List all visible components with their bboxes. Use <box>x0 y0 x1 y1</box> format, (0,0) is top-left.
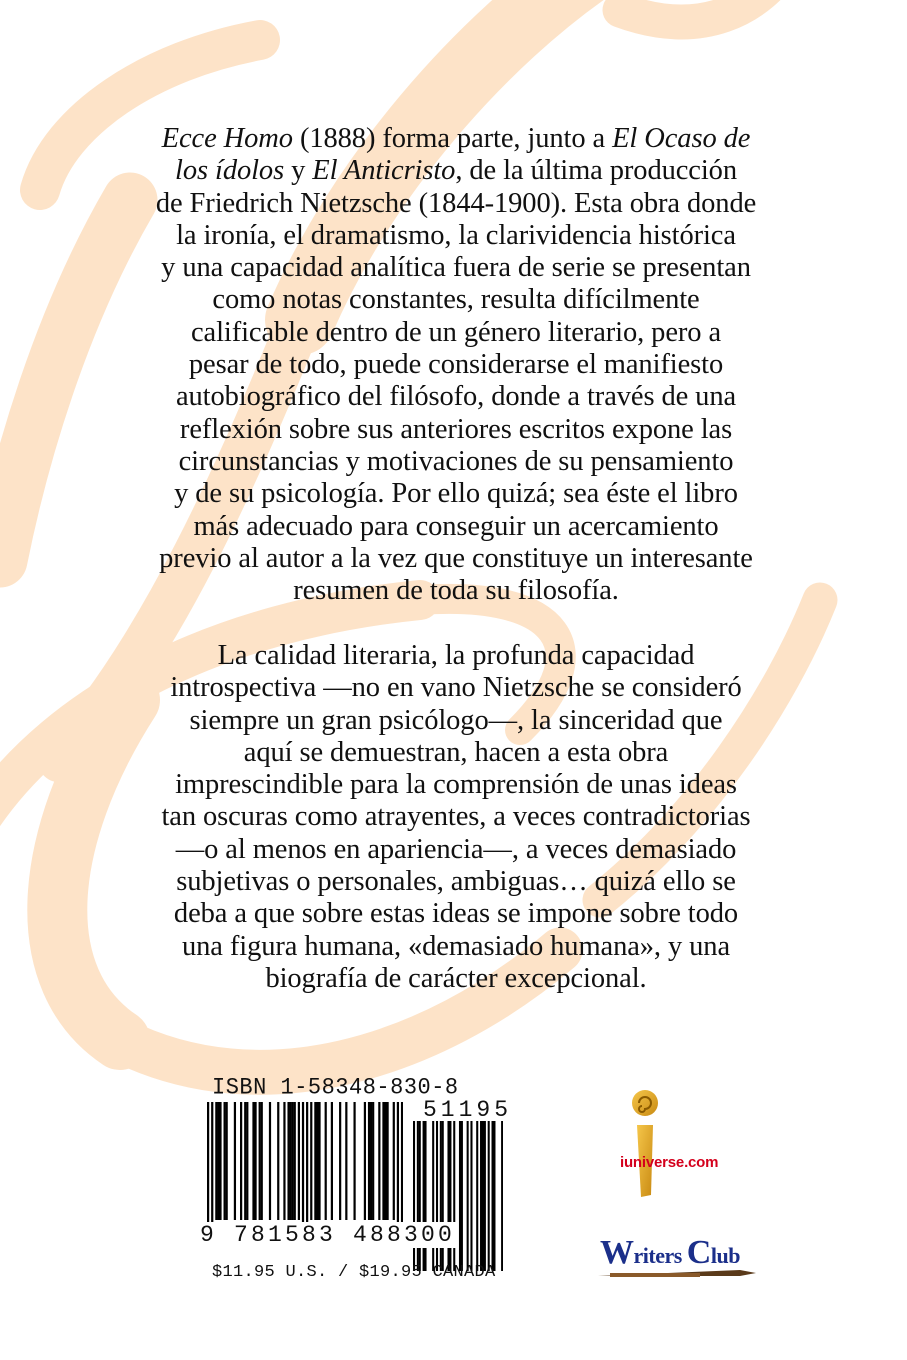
barcode-bar <box>277 1102 279 1220</box>
barcode-bar <box>226 1102 228 1220</box>
text-segment: autobiográfico del filósofo, donde a través de una <box>175 381 737 413</box>
text-line <box>118 963 794 995</box>
barcode-bar <box>372 1102 374 1220</box>
barcode-bar <box>287 1102 289 1220</box>
barcode-bar <box>378 1102 380 1220</box>
addon-bar <box>442 1121 444 1271</box>
addon-bar <box>492 1121 494 1271</box>
text-line <box>118 284 794 316</box>
text-line <box>118 478 794 510</box>
text-line <box>118 543 794 575</box>
barcode-bar <box>310 1102 312 1220</box>
barcode-bar <box>339 1102 341 1220</box>
text-segment: —o al menos en apariencia—, a veces demasiado <box>175 833 737 865</box>
text-line <box>118 188 794 220</box>
text-line <box>118 672 794 704</box>
text-segment: de Friedrich Nietzsche (1844-1900). Esta obra donde <box>155 187 757 219</box>
addon-bar <box>419 1121 421 1271</box>
ean-digits: 9 781583 488300 <box>200 1222 456 1248</box>
text-segment: biografía de carácter excepcional. <box>265 962 647 994</box>
text-segment: y una capacidad analítica fuera de serie se presentan <box>161 252 751 284</box>
barcode-bar <box>217 1102 219 1220</box>
text-segment: siempre un gran psicólogo—, la sinceridad que <box>189 704 723 736</box>
italic-title: Ecce Homo <box>161 123 293 154</box>
italic-title: El Anticristo <box>312 155 456 187</box>
text-segment: calificable dentro de un género literario, pero a <box>190 316 721 348</box>
addon-bar <box>432 1121 434 1271</box>
addon-bar <box>480 1121 482 1271</box>
text-segment: una figura humana, «demasiado humana», y una <box>181 930 730 962</box>
barcode-bar <box>211 1102 213 1230</box>
addon-bar <box>417 1121 419 1271</box>
text-segment: reflexión sobre sus anteriores escritos expone las <box>179 413 733 445</box>
text-segment: como notas constantes, resulta difícilmente <box>212 284 700 316</box>
barcode-bar <box>207 1102 209 1230</box>
barcode-bar <box>316 1102 318 1220</box>
text-line <box>118 446 794 478</box>
text-segment: subjetivas o personales, ambiguas… quizá ello se <box>176 866 736 898</box>
text-segment: resumen de toda su filosofía. <box>293 575 619 607</box>
barcode-bar <box>325 1102 327 1220</box>
text-line <box>118 220 794 252</box>
barcode-bar <box>386 1102 388 1220</box>
description-paragraph-2 <box>118 640 794 995</box>
text-segment: pesar de todo, puede considerarse el manifiesto <box>188 349 724 381</box>
barcode-bar <box>292 1102 294 1220</box>
barcode-bar <box>219 1102 221 1220</box>
barcode-bar <box>244 1102 246 1220</box>
addon-bar <box>447 1121 449 1271</box>
barcode-bar <box>384 1102 386 1220</box>
barcode-bar <box>364 1102 366 1220</box>
barcode-bar <box>252 1102 254 1220</box>
addon-bar <box>488 1121 490 1271</box>
text-segment: , de la última producción <box>455 155 737 187</box>
text-segment: tan oscuras como atrayentes, a veces contradictorias <box>161 801 751 833</box>
addon-bar <box>459 1121 461 1271</box>
writers-club-wordmark: Writers Club <box>600 1234 740 1271</box>
addon-bar <box>424 1121 426 1271</box>
addon-digits: 51195 <box>423 1097 513 1123</box>
isbn-label: ISBN 1-58348-830-8 <box>212 1074 459 1101</box>
text-segment: más adecuado para conseguir un acercamiento <box>193 510 719 542</box>
barcode-bar <box>298 1102 300 1220</box>
barcode-bar <box>353 1102 355 1220</box>
text-line <box>118 511 794 543</box>
barcode-bar <box>401 1102 403 1230</box>
italic-title: los ídolos <box>175 155 285 187</box>
barcode-bar <box>314 1102 316 1220</box>
barcode-bar <box>246 1102 248 1220</box>
text-line <box>118 801 794 833</box>
barcode-bar <box>240 1102 242 1220</box>
addon-bar <box>440 1121 442 1271</box>
text-segment: previo al autor a la vez que constituye un interesante <box>159 542 753 574</box>
text-line <box>118 931 794 963</box>
barcode-bar <box>269 1102 271 1220</box>
addon-bar <box>470 1121 472 1271</box>
text-segment: y de su psicología. Por ello quizá; sea éste el libro <box>174 478 738 510</box>
addon-bar <box>493 1121 495 1271</box>
barcode-bar <box>393 1102 395 1220</box>
text-segment: (1888) forma parte, junto a <box>292 123 613 154</box>
text-segment: imprescindible para la comprensión de unas ideas <box>175 769 737 801</box>
text-line <box>118 414 794 446</box>
addon-bar <box>482 1121 484 1271</box>
text-segment: la ironía, el dramatismo, la clarividencia histórica <box>176 219 736 251</box>
barcode-bar <box>397 1102 399 1230</box>
barcode-bar <box>234 1102 236 1220</box>
text-line <box>118 155 794 187</box>
text-line <box>118 575 794 607</box>
text-line <box>118 349 794 381</box>
text-segment: deba a que sobre estas ideas se impone sobre todo <box>173 898 739 930</box>
barcode-bar <box>345 1102 347 1220</box>
text-segment: y <box>284 155 313 187</box>
addon-bar <box>501 1121 503 1271</box>
text-segment: circunstancias y motivaciones de su pensamiento <box>178 445 734 477</box>
text-segment: introspectiva —no en vano Nietzsche se consideró <box>170 672 742 704</box>
text-line <box>118 834 794 866</box>
price-addon-barcode <box>413 1121 503 1271</box>
addon-bar <box>449 1121 451 1271</box>
barcode-bar <box>254 1102 256 1220</box>
barcode-bar <box>215 1102 217 1220</box>
ean13-barcode <box>207 1102 403 1230</box>
addon-bar <box>484 1121 486 1271</box>
text-line <box>118 769 794 801</box>
addon-bar <box>413 1121 415 1271</box>
addon-bar <box>461 1121 463 1271</box>
barcode-bar <box>290 1102 292 1220</box>
text-line <box>118 640 794 672</box>
italic-title: El Ocaso de <box>612 123 751 154</box>
text-line <box>118 123 794 155</box>
addon-bar <box>423 1121 425 1271</box>
text-line <box>118 252 794 284</box>
barcode-bar <box>302 1102 304 1230</box>
text-segment: La calidad literaria, la profunda capacidad <box>217 640 695 671</box>
price-text: $11.95 U.S. / $19.95 CANADA <box>212 1263 496 1282</box>
addon-bar <box>453 1121 455 1271</box>
text-line <box>118 866 794 898</box>
addon-bar <box>436 1121 438 1271</box>
text-segment: aquí se demuestran, hacen a esta obra <box>243 736 669 768</box>
barcode-bar <box>259 1102 261 1220</box>
barcode-bar <box>331 1102 333 1220</box>
iuniverse-logo <box>605 1085 745 1200</box>
barcode-bar <box>318 1102 320 1220</box>
text-line <box>118 898 794 930</box>
barcode-bar <box>382 1102 384 1220</box>
barcode-bar <box>306 1102 308 1230</box>
addon-bar <box>467 1121 469 1271</box>
description-paragraph-1 <box>118 123 794 607</box>
barcode-bar <box>261 1102 263 1220</box>
text-line <box>118 705 794 737</box>
barcode-bar <box>294 1102 296 1220</box>
spiral-icon <box>632 1090 658 1116</box>
barcode-bar <box>370 1102 372 1220</box>
addon-bar <box>476 1121 478 1271</box>
text-line <box>118 381 794 413</box>
text-line <box>118 317 794 349</box>
barcode-bar <box>283 1102 285 1220</box>
text-line <box>118 737 794 769</box>
iuniverse-wordmark: iuniverse.com <box>620 1154 719 1171</box>
barcode-bar <box>224 1102 226 1220</box>
barcode-bar <box>368 1102 370 1220</box>
